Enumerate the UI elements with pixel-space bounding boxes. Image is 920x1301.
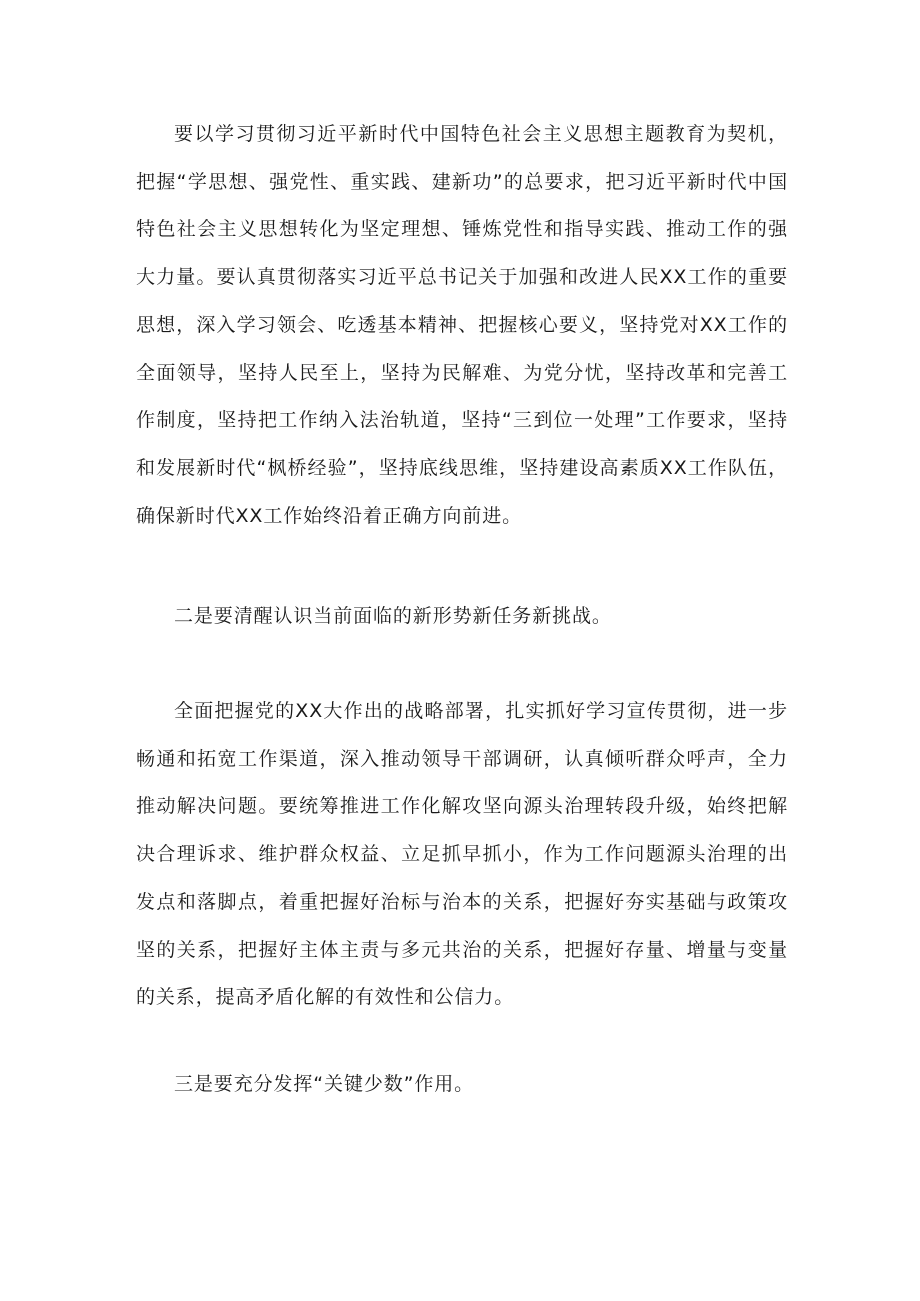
paragraph-strategic-deployment: 全面把握党的XX大作出的战略部署，扎实抓好学习宣传贯彻，进一步畅通和拓宽工作渠道，深入推动领导干部调研，认真倾听群众呼声，全力推动解决问题。要统筹推进工作化解攻坚向源头治理转段升级，始终把解决合理诉求、维护群众权益、立足抓早抓小，作为工作问题源头治理的出发点和落脚点，着重把握好治标与治本的关系，把握好夯实基础与政策攻坚的关系，把握好主体主责与多元共治的关系，把握好存量、增量与变量的关系，提高矛盾化解的有效性和公信力。 [136,700,788,1009]
paragraph-theme-education: 要以学习贯彻习近平新时代中国特色社会主义思想主题教育为契机，把握“学思想、强党性、重实践、建新功”的总要求，把习近平新时代中国特色社会主义思想转化为坚定理想、锤炼党性和指导实践、推动工作的强大力量。要认真贯彻落实习近平总书记关于加强和改进人民XX工作的重要思想，深入学习领会、吃透基本精神、把握核心要义，坚持党对XX工作的全面领导，坚持人民至上，坚持为民解难、为党分忧，坚持改革和完善工作制度，坚持把工作纳入法治轨道，坚持“三到位一处理”工作要求，坚持和发展新时代“枫桥经验”，坚持底线思维，坚持建设高素质XX工作队伍，确保新时代XX工作始终沿着正确方向前进。 [136,123,788,527]
paragraph-heading-two: 二是要清醒认识当前面临的新形势新任务新挑战。 [174,605,612,627]
paragraph-heading-three: 三是要充分发挥“关键少数”作用。 [174,1073,475,1095]
